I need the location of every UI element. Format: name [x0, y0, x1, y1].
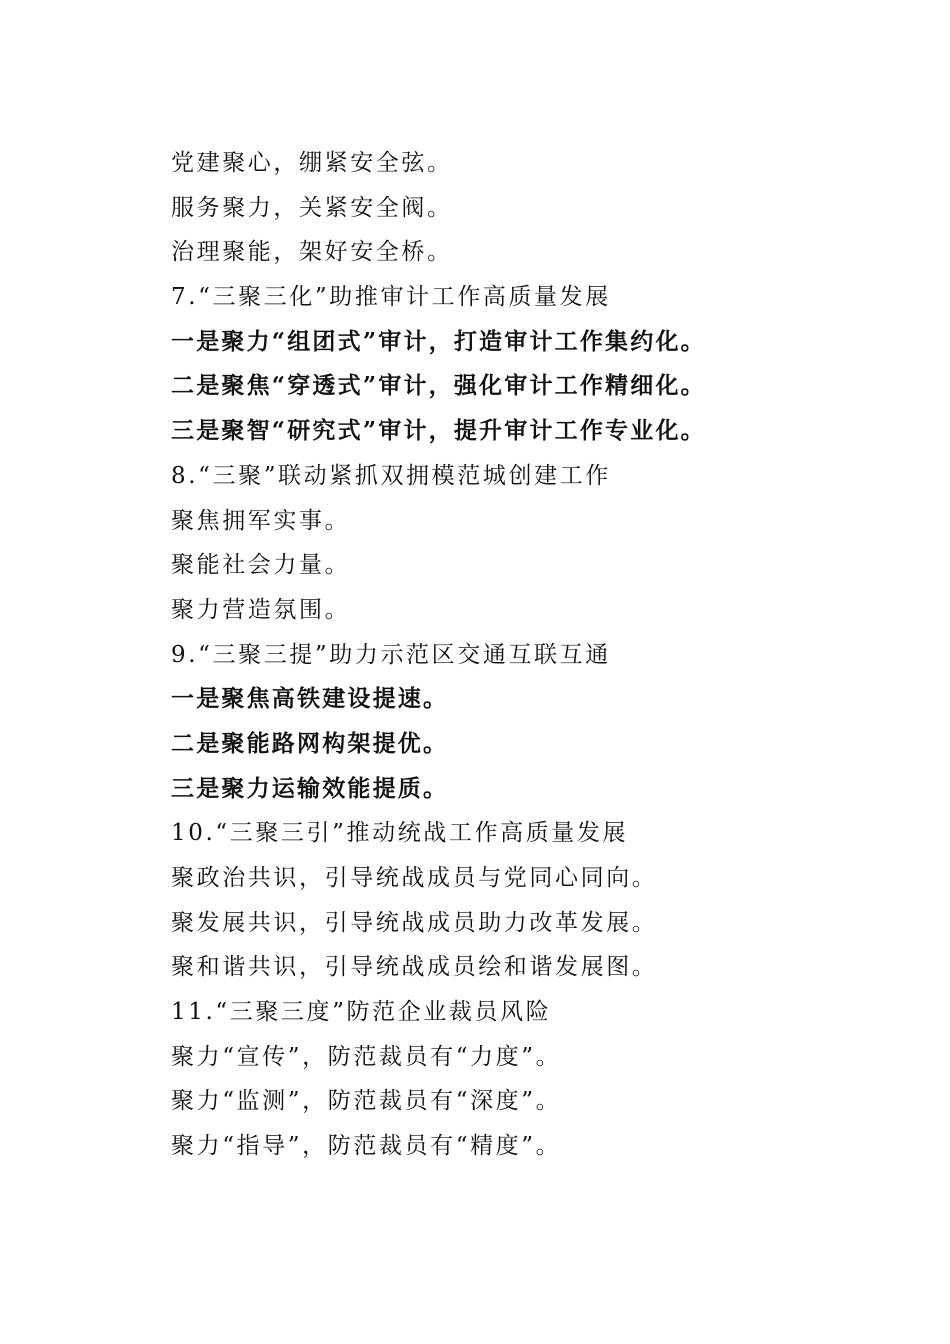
text-line: 聚力“监测”，防范裁员有“深度”。: [171, 1088, 562, 1115]
text-line: 聚力营造氛围。: [171, 596, 351, 623]
text-line-bold: 一是聚力“组团式”审计，打造审计工作集约化。: [171, 327, 706, 355]
text-line: 聚焦拥军实事。: [171, 507, 351, 534]
text-line-bold: 二是聚焦“穿透式”审计，强化审计工作精细化。: [171, 372, 706, 400]
text-line: 聚和谐共识，引导统战成员绘和谐发展图。: [171, 954, 658, 981]
text-line-bold: 一是聚焦高铁建设提速。: [171, 685, 449, 713]
text-line: 聚能社会力量。: [171, 552, 351, 579]
section-heading: 7.“三聚三化”助推审计工作高质量发展: [171, 284, 611, 311]
text-line: 聚力“指导”，防范裁员有“精度”。: [171, 1133, 562, 1160]
text-line-bold: 二是聚能路网构架提优。: [171, 729, 449, 757]
text-line-bold: 三是聚智“研究式”审计，提升审计工作专业化。: [171, 417, 706, 445]
section-heading: 11.“三聚三度”防范企业裁员风险: [171, 999, 552, 1026]
text-line: 治理聚能，架好安全桥。: [171, 239, 453, 266]
section-heading: 8.“三聚”联动紧抓双拥模范城创建工作: [171, 462, 611, 489]
section-heading: 9.“三聚三提”助力示范区交通互联互通: [171, 641, 611, 668]
section-heading: 10.“三聚三引”推动统战工作高质量发展: [171, 820, 629, 847]
document-body: [171, 141, 891, 1169]
text-line-bold: 三是聚力运输效能提质。: [171, 774, 449, 802]
text-line: 服务聚力，关紧安全阀。: [171, 194, 453, 221]
text-line: 党建聚心，绷紧安全弦。: [171, 150, 453, 176]
text-line: 聚发展共识，引导统战成员助力改革发展。: [171, 909, 658, 936]
text-line: 聚政治共识，引导统战成员与党同心同向。: [171, 865, 658, 891]
text-line: 聚力“宣传”，防范裁员有“力度”。: [171, 1043, 562, 1070]
